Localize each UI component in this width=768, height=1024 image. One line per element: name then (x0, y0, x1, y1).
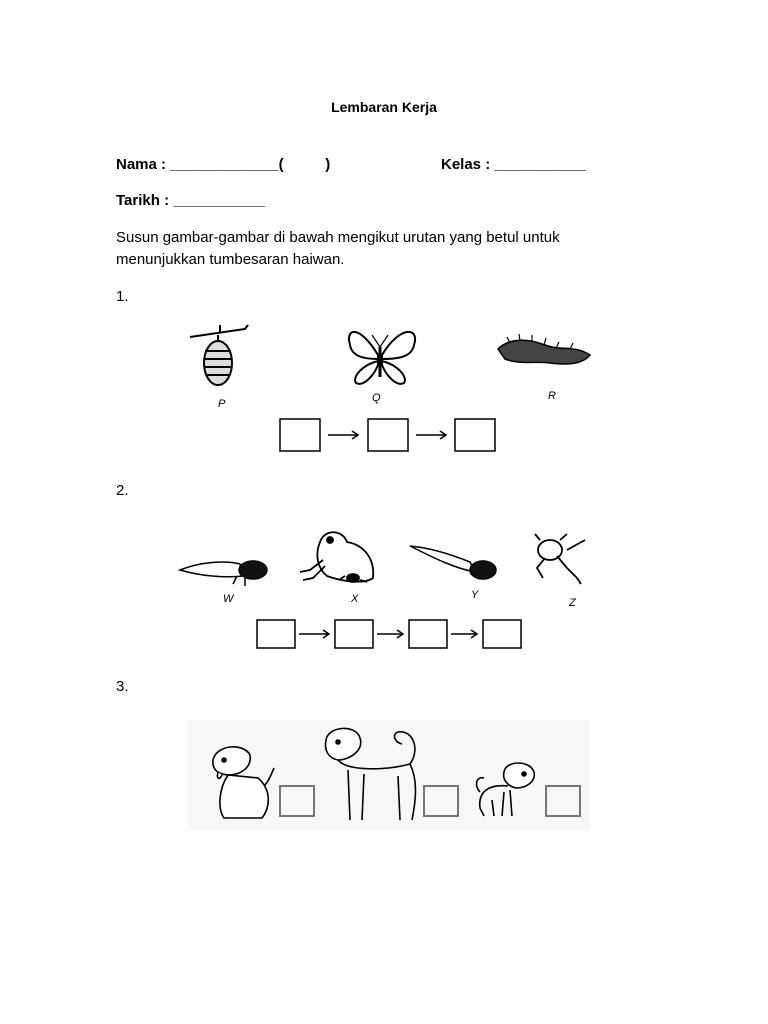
arrow-right-icon (451, 630, 477, 638)
name-field: Nama : _____________( ) (116, 156, 331, 173)
answer-box[interactable] (483, 620, 521, 648)
label-q: Q (372, 392, 381, 404)
date-field: Tarikh : ___________ (116, 192, 265, 209)
tadpole-icon (410, 546, 496, 579)
label-x: X (351, 593, 359, 605)
question-2-figure (175, 520, 595, 655)
answer-box[interactable] (335, 620, 373, 648)
answer-box[interactable] (455, 419, 495, 451)
butterfly-icon (349, 332, 415, 384)
worksheet-title: Lembaran Kerja (331, 99, 437, 115)
arrow-right-icon (299, 630, 329, 638)
question-1-figure (180, 315, 605, 465)
question-2-number: 2. (116, 482, 129, 499)
arrow-right-icon (377, 630, 403, 638)
class-field: Kelas : ___________ (441, 156, 587, 173)
arrow-right-icon (416, 431, 446, 439)
label-r: R (548, 390, 556, 402)
answer-box[interactable] (280, 419, 320, 451)
froglet-icon (535, 534, 585, 584)
frog-icon (300, 532, 373, 582)
question-3-number: 3. (116, 678, 129, 695)
caterpillar-icon (498, 334, 590, 364)
tadpole-with-legs-icon (180, 561, 267, 586)
answer-box[interactable] (409, 620, 447, 648)
instruction-line-2: menunjukkan tumbesaran haiwan. (116, 251, 345, 268)
arrow-right-icon (328, 431, 358, 439)
answer-box[interactable] (257, 620, 295, 648)
question-3-figure (188, 720, 590, 830)
label-w: W (223, 593, 234, 605)
label-y: Y (471, 589, 479, 601)
cocoon-icon (190, 325, 248, 385)
answer-box[interactable] (368, 419, 408, 451)
question-1-number: 1. (116, 288, 129, 305)
label-z: Z (569, 597, 576, 609)
instruction-line-1: Susun gambar-gambar di bawah mengikut urutan yang betul untuk (116, 229, 560, 246)
label-p: P (218, 398, 226, 410)
